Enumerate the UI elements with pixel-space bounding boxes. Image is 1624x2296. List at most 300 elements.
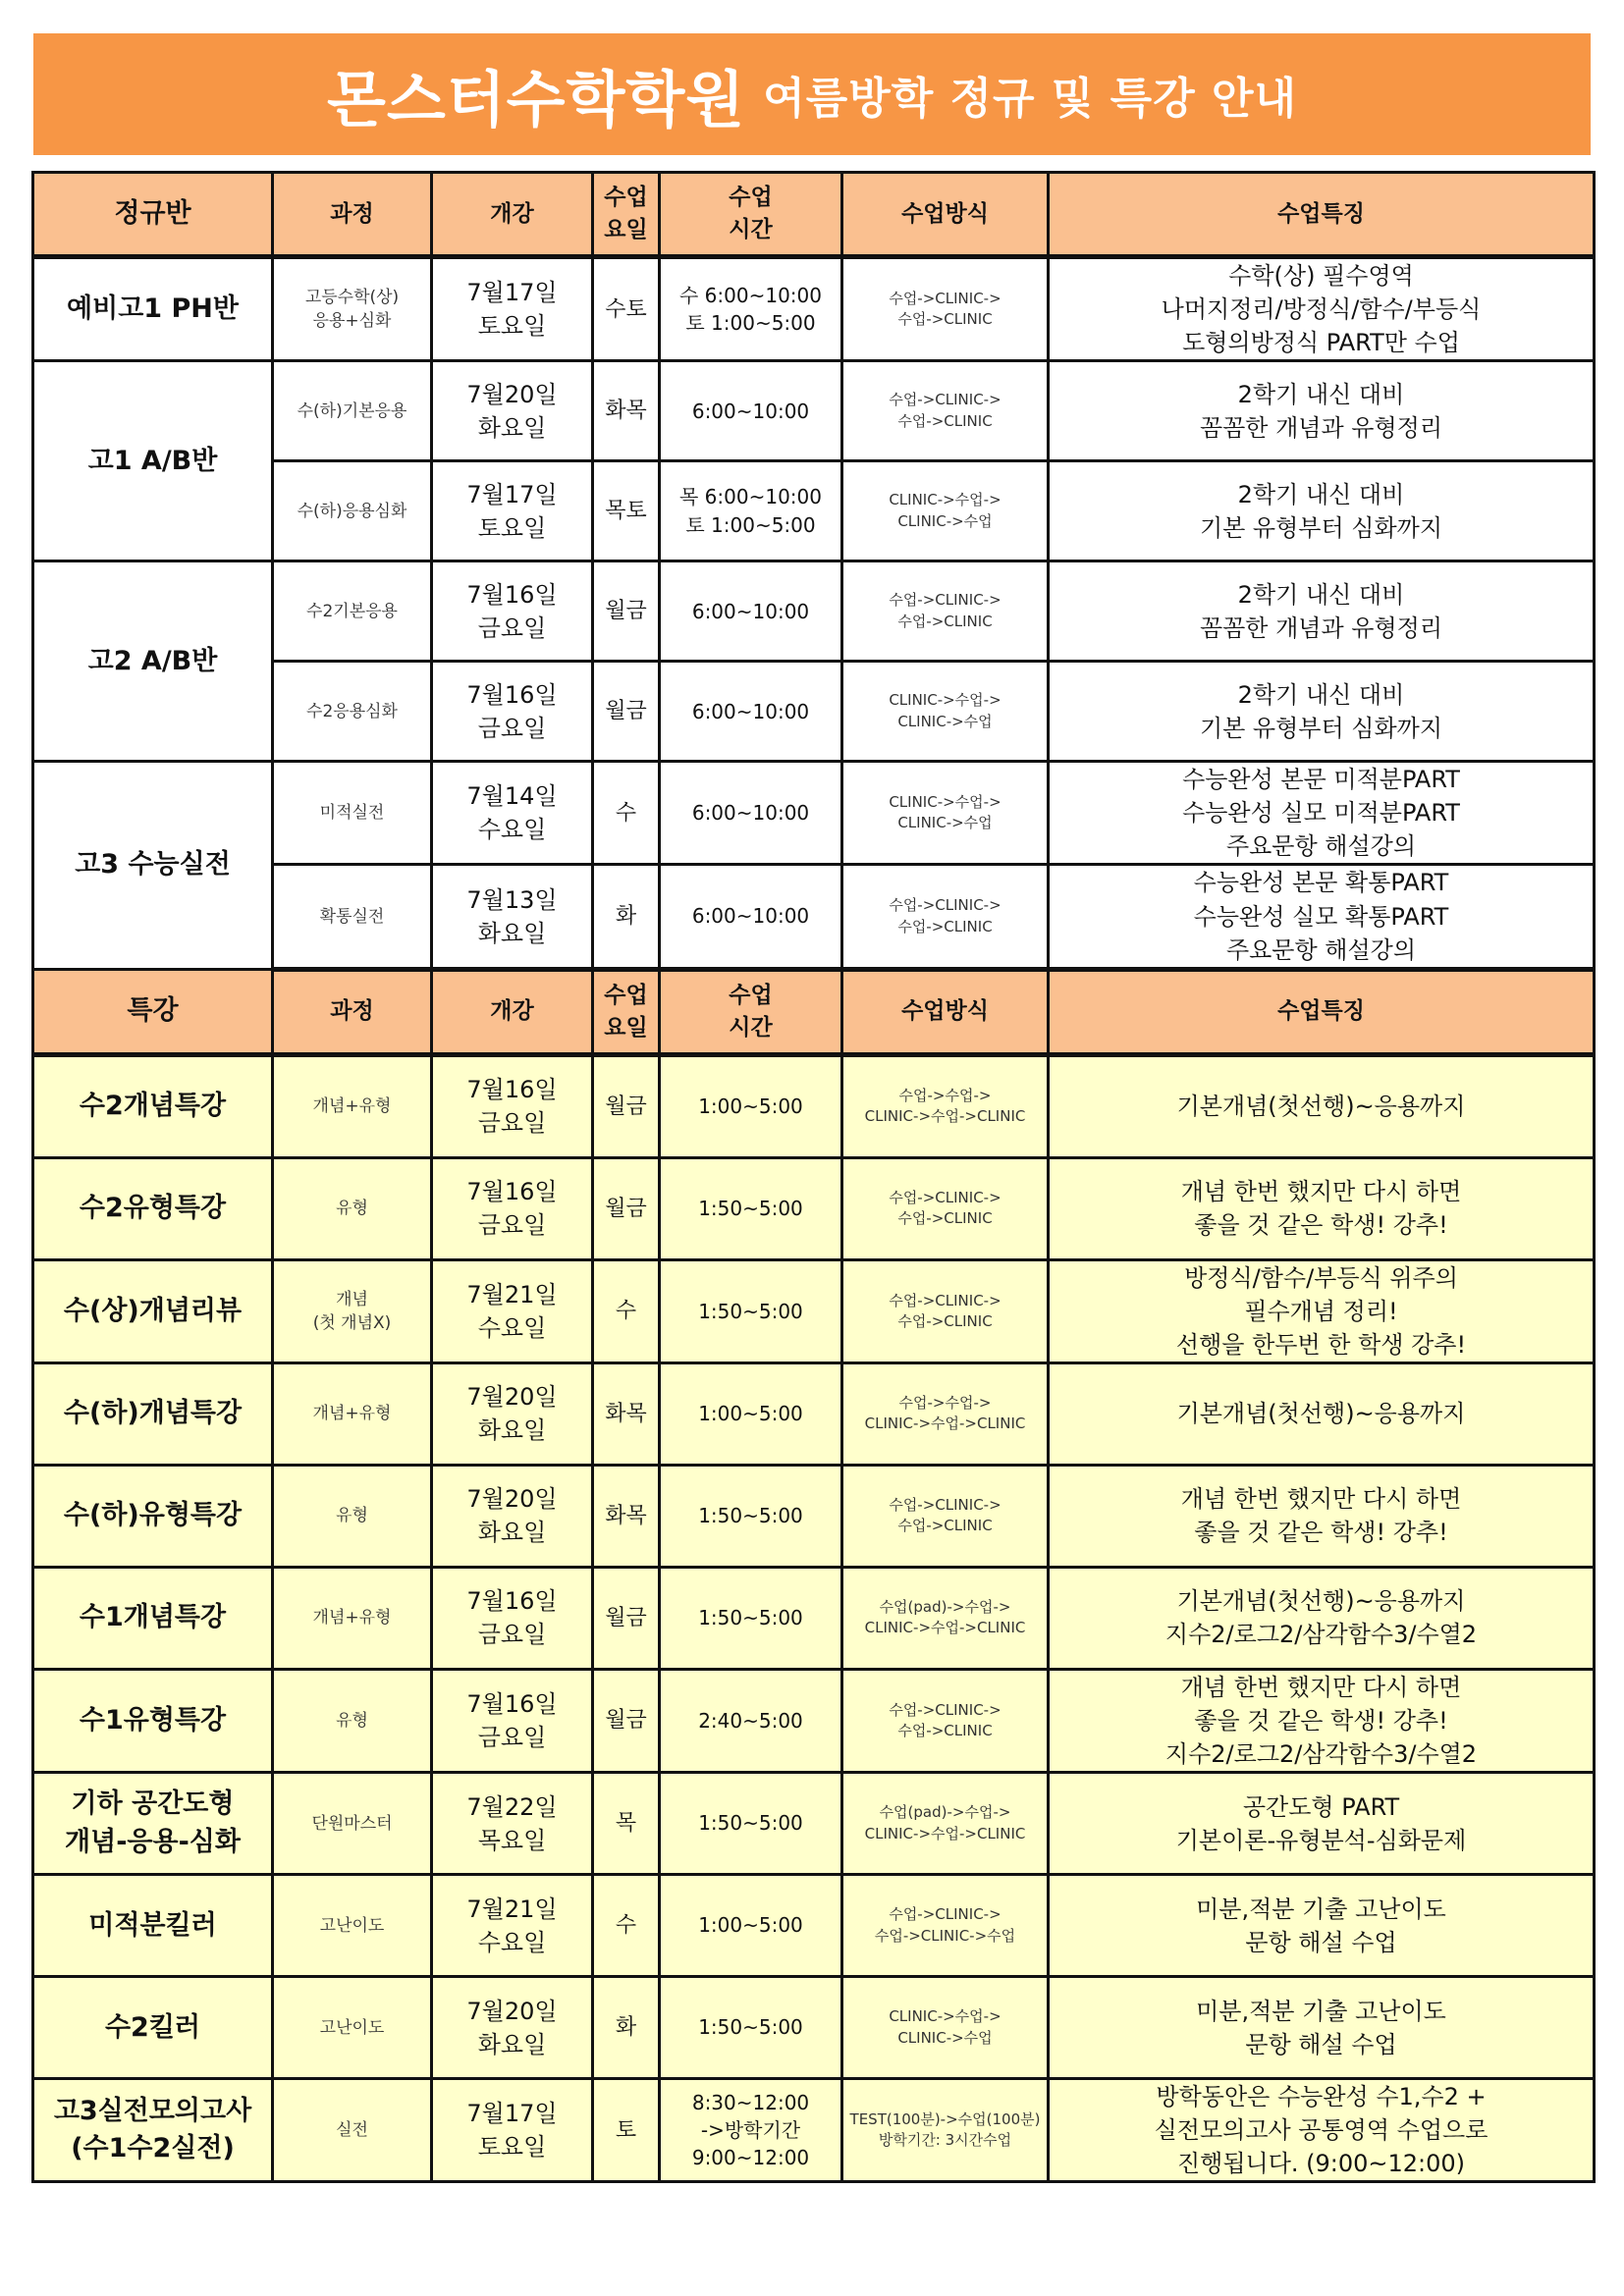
method-cell: [842, 2079, 1049, 2182]
text-line: 수업: [604, 983, 648, 1009]
text-line: 월금: [605, 1605, 647, 1630]
method-cell: [842, 1977, 1049, 2079]
text-line: 수(상)개념리뷰: [63, 1295, 243, 1326]
regular-row: [33, 561, 1595, 662]
text-line: 고2 A/B반: [87, 645, 218, 676]
class-day-cell: [593, 1773, 660, 1875]
method-header: [842, 969, 1049, 1054]
class-day-cell: [593, 361, 660, 461]
feature-cell: [1049, 1259, 1595, 1362]
special-row: [33, 1875, 1595, 1977]
text-line: ->방학기간: [700, 2118, 801, 2143]
text-line: 6:00~10:00: [691, 399, 810, 423]
feature-cell: [1049, 1977, 1595, 2079]
text-line: 수업(pad)->수업->: [879, 1598, 1011, 1617]
text-line: 금요일: [477, 1621, 547, 1649]
text-line: 수요일: [477, 1313, 547, 1342]
text-line: 수업->수업->: [898, 1394, 992, 1413]
text-line: 고등수학(상): [304, 287, 400, 307]
class-day-cell: [593, 762, 660, 865]
start-date-cell: [432, 1669, 593, 1772]
text-line: 수(하)기본응용: [297, 400, 407, 421]
class-time-cell: [660, 1465, 842, 1567]
text-line: 미적실전: [319, 803, 385, 824]
text-line: 금요일: [477, 714, 547, 742]
text-line: 문항 해설 수업: [1245, 1928, 1397, 1956]
text-line: 수요일: [477, 816, 547, 844]
text-line: 개념 한번 했지만 다시 하면: [1180, 1673, 1462, 1701]
text-line: CLINIC->수업->: [889, 491, 1001, 509]
text-line: 유형: [336, 1506, 368, 1526]
text-line: 수업->CLINIC: [897, 612, 993, 630]
text-line: 7월22일: [466, 1792, 558, 1821]
text-line: 1:50~5:00: [698, 1606, 803, 1630]
text-line: 개념+유형: [312, 1608, 392, 1629]
text-line: 7월20일: [466, 380, 558, 408]
start-date-cell: [432, 1259, 593, 1362]
course-cell: [273, 865, 432, 969]
start-date-cell: [432, 1875, 593, 1977]
text-line: 2학기 내신 대비: [1237, 580, 1405, 609]
text-line: 7월16일: [466, 1178, 558, 1206]
text-line: 좋을 것 같은 학생! 강추!: [1194, 1519, 1448, 1547]
start-date-cell: [432, 662, 593, 762]
text-line: 수능완성 본문 미적분PART: [1182, 766, 1460, 794]
course-cell: [273, 461, 432, 561]
special-row: [33, 1157, 1595, 1259]
class-day-cell: [593, 1362, 660, 1465]
course-cell: [273, 1875, 432, 1977]
feature-cell: [1049, 865, 1595, 969]
text-line: 좋을 것 같은 학생! 강추!: [1194, 1707, 1448, 1735]
start-date-cell: [432, 1054, 593, 1157]
text-line: 기본개념(첫선행)~응용까지: [1176, 1093, 1466, 1121]
text-line: 기본 유형부터 심화까지: [1199, 513, 1443, 542]
class-day-cell: [593, 561, 660, 662]
text-line: 7월21일: [466, 1895, 558, 1923]
text-line: 고1 A/B반: [87, 445, 218, 476]
text-line: 2학기 내신 대비: [1237, 380, 1405, 408]
class-name: [33, 561, 273, 762]
text-line: 공간도형 PART: [1242, 1792, 1400, 1821]
text-line: 수(하)유형특강: [63, 1500, 243, 1531]
method-cell: [842, 1567, 1049, 1669]
text-line: 미분,적분 기출 고난이도: [1196, 1895, 1446, 1923]
text-line: 수2응용심화: [306, 701, 398, 721]
text-line: CLINIC->수업->CLINIC: [864, 1107, 1026, 1126]
class-name: [33, 1157, 273, 1259]
text-line: 좋을 것 같은 학생! 강추!: [1194, 1211, 1448, 1240]
text-line: 예비고1 PH반: [67, 293, 239, 324]
text-line: 화요일: [477, 413, 547, 442]
method-cell: [842, 865, 1049, 969]
text-line: TEST(100분)->수업(100분): [849, 2109, 1041, 2128]
method-cell: [842, 257, 1049, 361]
text-line: 진행됩니다. (9:00~12:00): [1176, 2150, 1466, 2178]
start-date-cell: [432, 361, 593, 461]
text-line: 수업->CLINIC: [897, 1722, 993, 1740]
course-cell: [273, 257, 432, 361]
method-cell: [842, 662, 1049, 762]
text-line: 1:00~5:00: [698, 1402, 803, 1426]
text-line: 수업->CLINIC: [897, 310, 993, 329]
text-line: 7월14일: [466, 782, 558, 811]
text-line: 수(하)개념특강: [63, 1398, 243, 1429]
text-line: 수업->CLINIC: [897, 917, 993, 935]
text-line: 수: [615, 800, 637, 826]
feature-cell: [1049, 461, 1595, 561]
class-name: [33, 1977, 273, 2079]
class-name: [33, 1567, 273, 1669]
class-day-cell: [593, 865, 660, 969]
text-line: 7월16일: [466, 1587, 558, 1616]
text-line: CLINIC->수업: [897, 712, 993, 730]
text-line: 도형의방정식 PART만 수업: [1182, 329, 1460, 357]
text-line: 7월21일: [466, 1280, 558, 1308]
text-line: (첫 개념X): [312, 1312, 392, 1333]
text-line: 나머지정리/방정식/함수/부등식: [1161, 295, 1482, 324]
special-row: [33, 2079, 1595, 2182]
title-banner: [33, 33, 1591, 155]
text-line: 수업->CLINIC->: [889, 391, 1001, 409]
text-line: 개강: [490, 200, 534, 227]
text-line: 수업->CLINIC->: [889, 1905, 1001, 1924]
feature-cell: [1049, 2079, 1595, 2182]
text-line: 고3 수능실전: [75, 849, 231, 881]
text-line: 수업(pad)->수업->: [879, 1803, 1011, 1822]
feature-cell: [1049, 1567, 1595, 1669]
class-day-cell: [593, 257, 660, 361]
class-name: [33, 257, 273, 361]
text-line: 개념 한번 했지만 다시 하면: [1180, 1178, 1462, 1206]
class-time-cell: [660, 1567, 842, 1669]
class-time-cell: [660, 1977, 842, 2079]
feature-cell: [1049, 361, 1595, 461]
text-line: 수업->CLINIC->: [889, 1700, 1001, 1719]
text-line: 1:50~5:00: [698, 1197, 803, 1220]
class-time-cell: [660, 1157, 842, 1259]
text-line: 수 6:00~10:00: [679, 283, 822, 307]
text-line: 수업->수업->: [898, 1086, 992, 1104]
text-line: CLINIC->수업: [897, 814, 993, 832]
start-date-cell: [432, 1977, 593, 2079]
text-line: CLINIC->수업->CLINIC: [864, 1415, 1026, 1433]
text-line: 7월17일: [466, 279, 558, 307]
text-line: 목요일: [477, 1826, 547, 1854]
class-day-cell: [593, 1259, 660, 1362]
text-line: 7월13일: [466, 885, 558, 914]
course-cell: [273, 1567, 432, 1669]
text-line: 수1개념특강: [79, 1602, 227, 1633]
class-name: [33, 361, 273, 561]
text-line: 1:00~5:00: [698, 1095, 803, 1118]
method-cell: [842, 461, 1049, 561]
text-line: 수업특징: [1277, 998, 1365, 1025]
text-line: 개념+유형: [312, 1096, 392, 1117]
text-line: 필수개념 정리!: [1244, 1297, 1398, 1325]
special-row: [33, 1773, 1595, 1875]
text-line: 수1유형특강: [79, 1704, 227, 1735]
course-cell: [273, 662, 432, 762]
text-line: 수업특징: [1277, 200, 1365, 227]
class-time-cell: [660, 257, 842, 361]
text-line: 수학(상) 필수영역: [1228, 262, 1414, 290]
method-cell: [842, 361, 1049, 461]
text-line: 수업->CLINIC->: [889, 1291, 1001, 1309]
text-line: 기본개념(첫선행)~응용까지: [1176, 1400, 1466, 1428]
text-line: 화목: [605, 399, 647, 424]
text-line: 7월20일: [466, 1997, 558, 2025]
text-line: 금요일: [477, 1109, 547, 1138]
feature-cell: [1049, 1669, 1595, 1772]
text-line: 목 6:00~10:00: [679, 485, 822, 509]
regular-row: [33, 361, 1595, 461]
text-line: 수업방식: [901, 998, 989, 1025]
feature-cell: [1049, 1875, 1595, 1977]
course-header: [273, 173, 432, 257]
text-line: 수업: [729, 983, 773, 1009]
text-line: 특강: [127, 995, 179, 1027]
text-line: 화: [615, 2015, 637, 2041]
text-line: 토 1:00~5:00: [685, 512, 816, 537]
course-cell: [273, 561, 432, 662]
text-line: 7월20일: [466, 1485, 558, 1514]
method-cell: [842, 1773, 1049, 1875]
text-line: 정규반: [114, 197, 191, 229]
text-line: 수업->CLINIC->: [889, 1496, 1001, 1515]
start-date-cell: [432, 1157, 593, 1259]
method-cell: [842, 1875, 1049, 1977]
special-row: [33, 1362, 1595, 1465]
regular-row: [33, 762, 1595, 865]
start-date-cell: [432, 561, 593, 662]
class-day-cell: [593, 1054, 660, 1157]
academy-name: 몬스터수학학원: [326, 63, 746, 135]
text-line: 과정: [330, 998, 374, 1025]
special-row: [33, 1259, 1595, 1362]
class-name: [33, 1773, 273, 1875]
text-line: 고3실전모의고사: [53, 2095, 252, 2126]
text-line: 기본이론-유형분석-심화문제: [1175, 1826, 1467, 1854]
text-line: 요일: [604, 1014, 648, 1041]
text-line: 7월16일: [466, 680, 558, 709]
text-line: 지수2/로그2/삼각함수3/수열2: [1164, 1621, 1478, 1649]
start-date-header: [432, 969, 593, 1054]
text-line: 7월16일: [466, 580, 558, 609]
text-line: 수2유형특강: [79, 1193, 227, 1224]
start-date-cell: [432, 762, 593, 865]
class-time-cell: [660, 1259, 842, 1362]
text-line: 6:00~10:00: [691, 904, 810, 929]
text-line: 수능완성 실모 미적분PART: [1182, 799, 1460, 828]
text-line: 수2기본응용: [306, 601, 398, 621]
text-line: 7월17일: [466, 480, 558, 508]
class-day-header: [593, 173, 660, 257]
text-line: 화요일: [477, 919, 547, 947]
start-date-cell: [432, 1362, 593, 1465]
text-line: 수업->CLINIC->: [889, 591, 1001, 610]
start-date-cell: [432, 1567, 593, 1669]
text-line: 2:40~5:00: [698, 1708, 803, 1733]
text-line: 토 1:00~5:00: [685, 311, 816, 336]
class-time-header: [660, 969, 842, 1054]
text-line: 화요일: [477, 2030, 547, 2058]
text-line: 방학동안은 수능완성 수1,수2 +: [1156, 2083, 1487, 2111]
class-time-cell: [660, 865, 842, 969]
text-line: 금요일: [477, 1211, 547, 1240]
text-line: 월금: [605, 1196, 647, 1221]
text-line: 지수2/로그2/삼각함수3/수열2: [1164, 1740, 1478, 1769]
text-line: 1:50~5:00: [698, 1299, 803, 1323]
text-line: 토요일: [477, 2133, 547, 2162]
text-line: 수능완성 본문 확통PART: [1193, 869, 1449, 897]
class-time-cell: [660, 1054, 842, 1157]
text-line: 유형: [336, 1199, 368, 1219]
class-day-cell: [593, 461, 660, 561]
text-line: 개념+유형: [312, 1404, 392, 1424]
class-name: [33, 762, 273, 969]
text-line: 월금: [605, 599, 647, 624]
class-time-cell: [660, 361, 842, 461]
class-time-cell: [660, 762, 842, 865]
text-line: 수업->CLINIC: [897, 1311, 993, 1330]
class-day-cell: [593, 1157, 660, 1259]
feature-cell: [1049, 1465, 1595, 1567]
text-line: 요일: [604, 217, 648, 242]
text-line: 월금: [605, 1708, 647, 1734]
text-line: 7월16일: [466, 1689, 558, 1718]
method-header: [842, 173, 1049, 257]
text-line: CLINIC->수업->: [889, 691, 1001, 710]
text-line: 수2개념특강: [79, 1091, 227, 1122]
text-line: 1:50~5:00: [698, 1811, 803, 1836]
course-cell: [273, 1465, 432, 1567]
text-line: 미적분킬러: [88, 1909, 217, 1941]
start-date-cell: [432, 865, 593, 969]
text-line: 화요일: [477, 1416, 547, 1445]
text-line: 수토: [605, 296, 647, 322]
text-line: 6:00~10:00: [691, 599, 810, 623]
special-row: [33, 1567, 1595, 1669]
text-line: 과정: [330, 200, 374, 227]
course-cell: [273, 2079, 432, 2182]
text-line: 1:00~5:00: [698, 1913, 803, 1938]
course-cell: [273, 1669, 432, 1772]
course-cell: [273, 1362, 432, 1465]
class-name: [33, 2079, 273, 2182]
text-line: 9:00~12:00: [691, 2146, 810, 2170]
text-line: 수업->CLINIC->: [889, 289, 1001, 307]
text-line: CLINIC->수업: [897, 2028, 993, 2047]
text-line: 실전: [336, 2120, 368, 2141]
feature-cell: [1049, 561, 1595, 662]
class-day-cell: [593, 1977, 660, 2079]
class-time-cell: [660, 1773, 842, 1875]
method-cell: [842, 1362, 1049, 1465]
text-line: 주요문항 해설강의: [1225, 935, 1417, 964]
feature-header: [1049, 173, 1595, 257]
special-row: [33, 1465, 1595, 1567]
course-cell: [273, 1977, 432, 2079]
text-line: 수업->CLINIC: [897, 1209, 993, 1228]
text-line: 수업->CLINIC->수업: [874, 1926, 1016, 1945]
text-line: 실전모의고사 공통영역 수업으로: [1154, 2116, 1489, 2145]
text-line: 수2킬러: [104, 2011, 201, 2043]
feature-cell: [1049, 662, 1595, 762]
text-line: 방학기간: 3시간수업: [878, 2131, 1012, 2150]
text-line: 6:00~10:00: [691, 699, 810, 723]
text-line: 수: [615, 1913, 637, 1939]
text-line: 기본 유형부터 심화까지: [1199, 714, 1443, 742]
special-row: [33, 1669, 1595, 1772]
course-cell: [273, 1773, 432, 1875]
text-line: 꼼꼼한 개념과 유형정리: [1199, 413, 1443, 442]
class-time-cell: [660, 461, 842, 561]
feature-header: [1049, 969, 1595, 1054]
method-cell: [842, 1669, 1049, 1772]
special-row: [33, 1977, 1595, 2079]
method-cell: [842, 762, 1049, 865]
feature-cell: [1049, 1773, 1595, 1875]
text-line: 문항 해설 수업: [1245, 2030, 1397, 2058]
text-line: CLINIC->수업->CLINIC: [864, 1619, 1026, 1637]
class-day-cell: [593, 662, 660, 762]
course-cell: [273, 361, 432, 461]
start-date-cell: [432, 461, 593, 561]
text-line: CLINIC->수업->: [889, 2007, 1001, 2026]
schedule-table: [31, 171, 1596, 2183]
text-line: 수: [615, 1299, 637, 1324]
text-line: 개강: [490, 998, 534, 1025]
text-line: 수업방식: [901, 200, 989, 227]
text-line: 시간: [729, 217, 773, 242]
feature-cell: [1049, 1362, 1595, 1465]
method-cell: [842, 1157, 1049, 1259]
class-day-header: [593, 969, 660, 1054]
text-line: 수업: [729, 185, 773, 211]
text-line: 단원마스터: [311, 1813, 393, 1834]
text-line: 수능완성 실모 확통PART: [1193, 902, 1449, 931]
text-line: 방정식/함수/부등식 위주의: [1184, 1263, 1458, 1292]
text-line: 수요일: [477, 1928, 547, 1956]
text-line: 화요일: [477, 1519, 547, 1547]
text-line: 목: [615, 1811, 637, 1837]
start-date-header: [432, 173, 593, 257]
text-line: 목토: [605, 499, 647, 524]
text-line: CLINIC->수업->: [889, 793, 1001, 812]
text-line: 수업->CLINIC->: [889, 1188, 1001, 1206]
class-name: [33, 1259, 273, 1362]
text-line: 2학기 내신 대비: [1237, 680, 1405, 709]
text-line: 7월16일: [466, 1076, 558, 1104]
text-line: 수업->CLINIC: [897, 411, 993, 430]
text-line: 고난이도: [319, 2017, 385, 2038]
feature-cell: [1049, 257, 1595, 361]
start-date-cell: [432, 1773, 593, 1875]
class-time-cell: [660, 561, 842, 662]
text-line: 월금: [605, 1094, 647, 1119]
text-line: 개념: [336, 1289, 368, 1309]
class-name: [33, 1875, 273, 1977]
text-line: (수1수2실전): [71, 2133, 235, 2164]
text-line: 확통실전: [319, 906, 385, 927]
class-time-header: [660, 173, 842, 257]
text-line: 개념-응용-심화: [65, 1826, 241, 1857]
text-line: 7월17일: [466, 2100, 558, 2128]
text-line: 꼼꼼한 개념과 유형정리: [1199, 614, 1443, 642]
regular-row: [33, 257, 1595, 361]
text-line: 월금: [605, 699, 647, 724]
